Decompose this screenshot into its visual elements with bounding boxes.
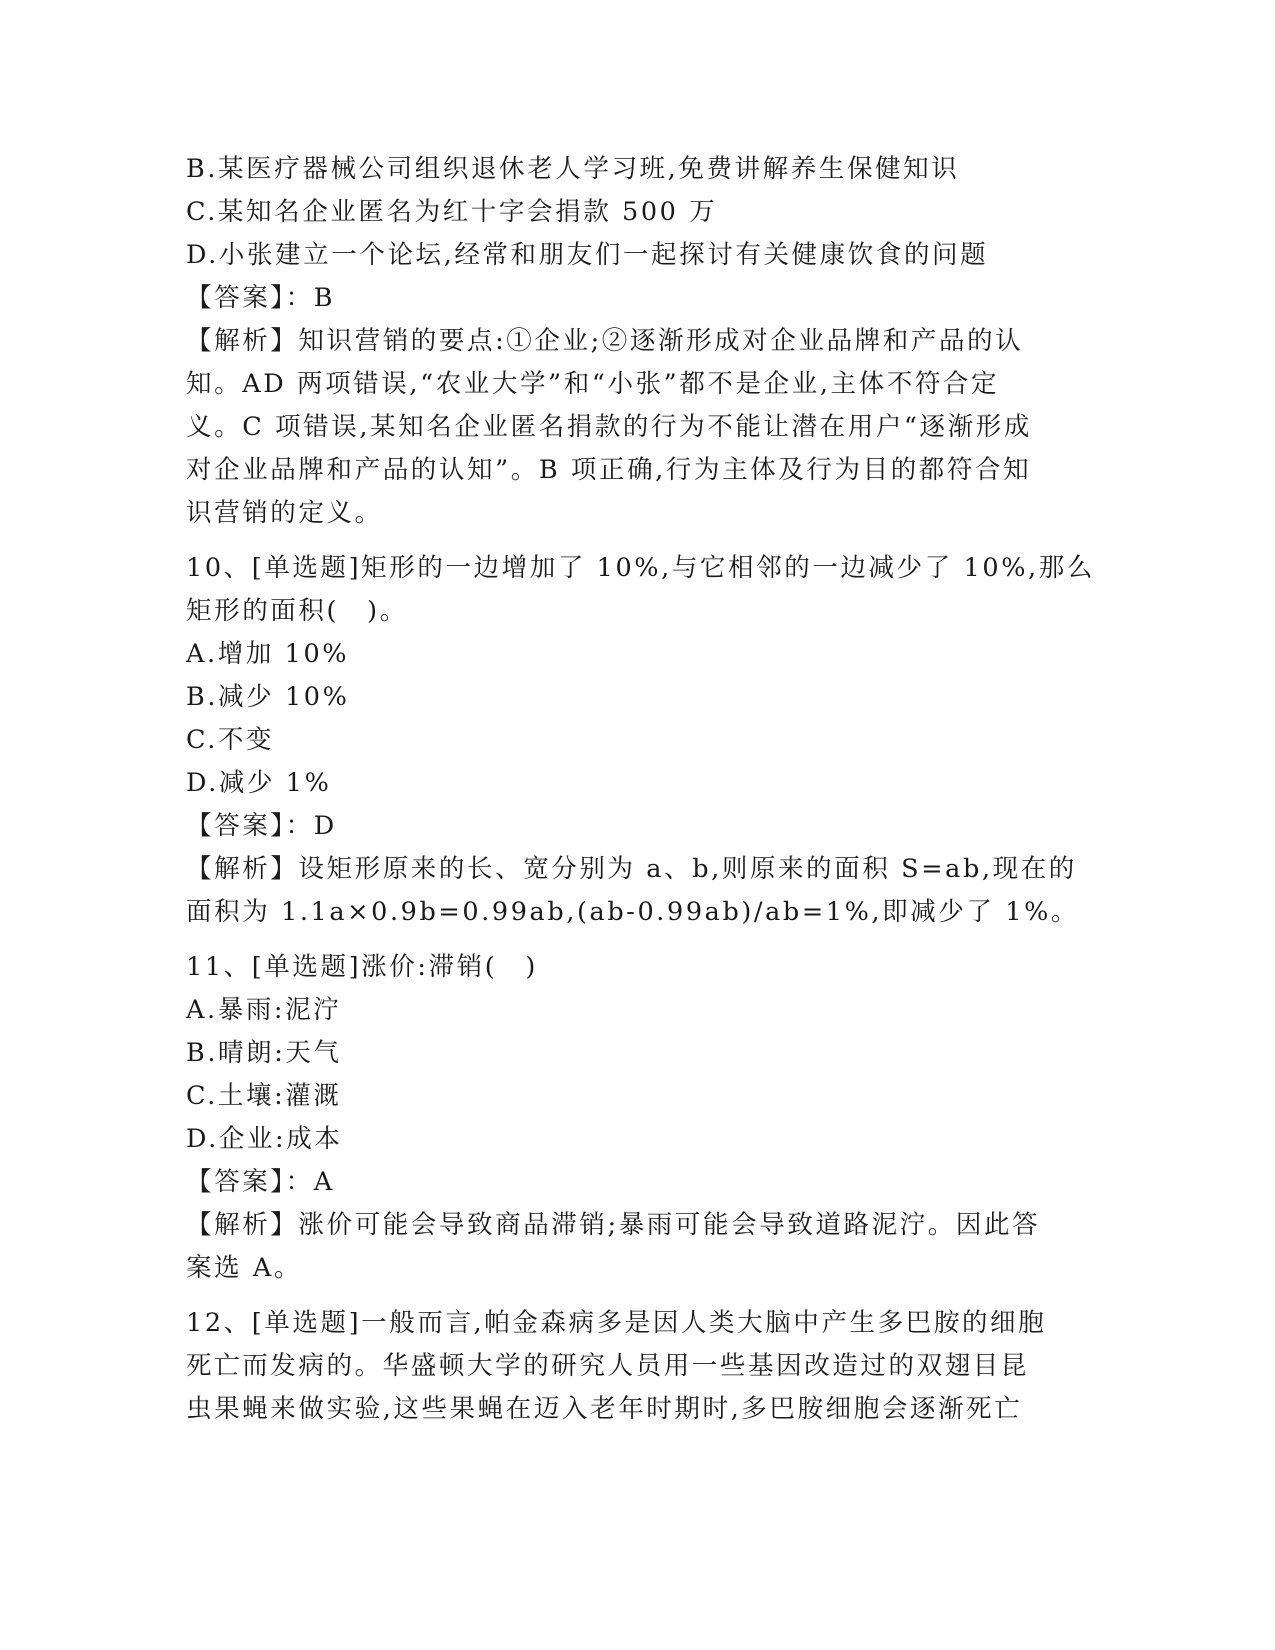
answer: 【答案】：D: [186, 811, 337, 841]
option-b: B.减少 10%: [186, 682, 350, 712]
analysis-line: 对企业品牌和产品的认知”。B 项正确,行为主体及行为目的都符合知: [186, 455, 1032, 485]
analysis: [186, 848, 1086, 934]
question-stem-line: 11、[单选题]涨价:滞销( ): [186, 952, 538, 982]
question-10: [186, 547, 1095, 934]
question-11: [186, 946, 1086, 1290]
option-d: D.减少 1%: [186, 768, 332, 798]
answer: 【答案】：A: [186, 1167, 335, 1197]
document-page: [186, 148, 1095, 1431]
option-a: A.暴雨:泥泞: [186, 995, 342, 1025]
question-stem-line: 死亡而发病的。华盛顿大学的研究人员用一些基因改造过的双翅目昆: [186, 1351, 1030, 1381]
analysis-line: 义。C 项错误,某知名企业匿名捐款的行为不能让潜在用户“逐渐形成: [186, 412, 1032, 442]
option-c: C.某知名企业匿名为红十字会捐款 500 万: [186, 197, 718, 227]
question-stem-line: 矩形的面积( )。: [186, 596, 408, 626]
analysis-line: 知。AD 两项错误,“农业大学”和“小张”都不是企业,主体不符合定: [186, 369, 1000, 399]
analysis-line: 面积为 1.1a×0.9b=0.99ab,(ab-0.99ab)/ab=1%,即减少了 1%。: [186, 897, 1080, 927]
spacer: [186, 535, 1086, 547]
question-9-tail: [186, 148, 1086, 535]
question-stem-line: 12、[单选题]一般而言,帕金森病多是因人类大脑中产生多巴胺的细胞: [186, 1308, 1047, 1338]
option-c: C.土壤:灌溉: [186, 1081, 342, 1111]
option-c: C.不变: [186, 725, 275, 755]
answer: 【答案】：B: [186, 283, 336, 313]
option-b: B.晴朗:天气: [186, 1038, 342, 1068]
analysis-line: 【解析】知识营销的要点:①企业;②逐渐形成对企业品牌和产品的认: [186, 326, 1024, 356]
question-stem-line: 虫果蝇来做实验,这些果蝇在迈入老年时期时,多巴胺细胞会逐渐死亡: [186, 1394, 1023, 1424]
analysis-line: 【解析】设矩形原来的长、宽分别为 a、b,则原来的面积 S=ab,现在的: [186, 854, 1077, 884]
analysis: [186, 320, 1086, 535]
option-d: D.小张建立一个论坛,经常和朋友们一起探讨有关健康饮食的问题: [186, 240, 989, 270]
analysis: [186, 1204, 1086, 1290]
question-12: [186, 1302, 1086, 1431]
spacer: [186, 1290, 1086, 1302]
analysis-line: 识营销的定义。: [186, 498, 383, 528]
spacer: [186, 934, 1086, 946]
question-stem-line: 10、[单选题]矩形的一边增加了 10%,与它相邻的一边减少了 10%,那么: [186, 553, 1095, 583]
option-b: B.某医疗器械公司组织退休老人学习班,免费讲解养生保健知识: [186, 154, 960, 184]
option-a: A.增加 10%: [186, 639, 350, 669]
option-d: D.企业:成本: [186, 1124, 343, 1154]
analysis-line: 案选 A。: [186, 1253, 303, 1283]
analysis-line: 【解析】涨价可能会导致商品滞销;暴雨可能会导致道路泥泞。因此答: [186, 1210, 1041, 1240]
